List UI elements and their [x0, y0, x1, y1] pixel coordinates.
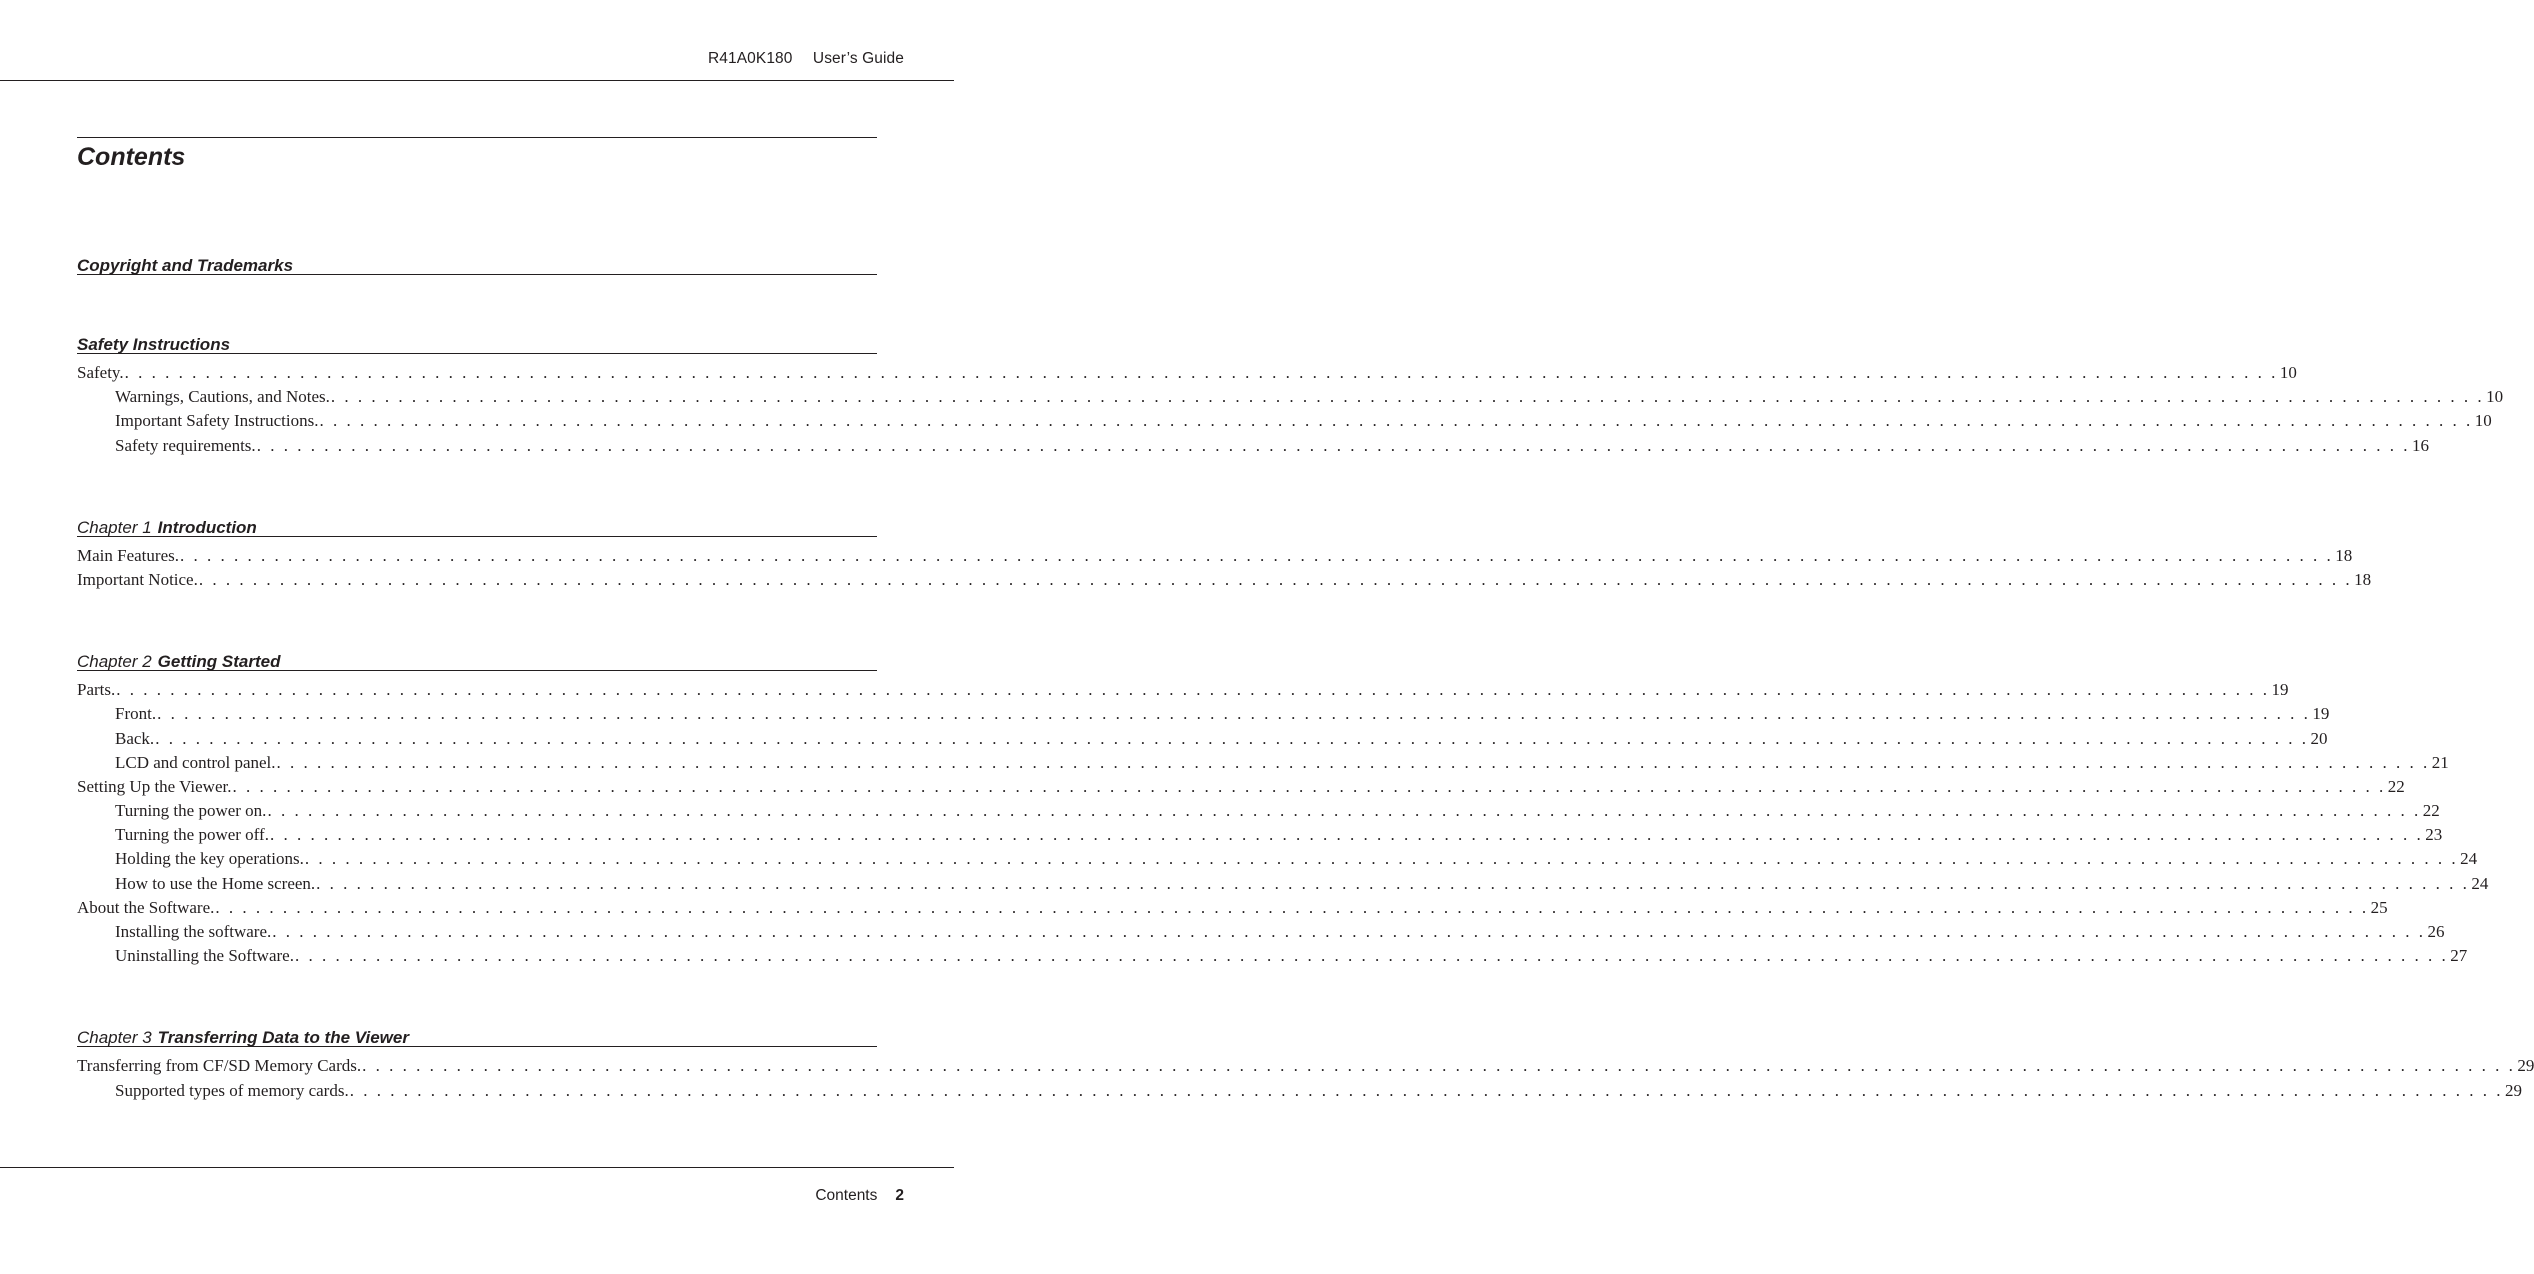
entry-page-number: 27 [2450, 946, 2468, 966]
entry-label: Uninstalling the Software. [115, 946, 294, 966]
entry-page-number: 25 [2370, 897, 2388, 917]
toc-entry[interactable] [77, 678, 2289, 702]
table-of-contents [77, 249, 2534, 1103]
entry-page-number: 16 [2411, 435, 2429, 455]
dot-leader: . . . . . . . . . . . . . . . . . . . . . . . . . . . . . . . . . . . . . . . . . . . . . . . . . . . . . . . . . . . . . . . . . . . . . . . . . . . . . . . . . . . . . . . . . . . . . . . . . . . . . . . . . . . . . . . . . . . . . . . . . . . . . . . . . . . . . . . . . . . . . . . . . . . . . . . . . . . . . . . . [362, 1056, 2516, 1076]
entry-label: Parts. [77, 680, 116, 700]
entry-label: About the Software. [77, 897, 215, 917]
chapter-number: Chapter 2 [77, 652, 152, 672]
entry-label: Safety requirements. [115, 435, 256, 455]
dot-leader: . . . . . . . . . . . . . . . . . . . . . . . . . . . . . . . . . . . . . . . . . . . . . . . . . . . . . . . . . . . . . . . . . . . . . . . . . . . . . . . . . . . . . . . . . . . . . . . . . . . . . . . . . . . . . . . . . . . . . . . . . . . . . . . . . . . . . . . . . . . . . . . . . . . . . . . . . . . . . . . . [116, 680, 2270, 700]
section-title: Copyright and Trademarks [77, 256, 294, 275]
dot-leader: . . . . . . . . . . . . . . . . . . . . . . . . . . . . . . . . . . . . . . . . . . . . . . . . . . . . . . . . . . . . . . . . . . . . . . . . . . . . . . . . . . . . . . . . . . . . . . . . . . . . . . . . . . . . . . . . . . . . . . . . . . . . . . . . . . . . . . . . . . . . . . . . . . . . . . . . . . . . . . . . [124, 363, 2278, 382]
dot-leader: . . . . . . . . . . . . . . . . . . . . . . . . . . . . . . . . . . . . . . . . . . . . . . . . . . . . . . . . . . . . . . . . . . . . . . . . . . . . . . . . . . . . . . . . . . . . . . . . . . . . . . . . . . . . . . . . . . . . . . . . . . . . . . . . . . . . . . . . . . . . . . . . . . . . . . . . . . . . . . . . [157, 704, 2311, 724]
dot-leader: . . . . . . . . . . . . . . . . . . . . . . . . . . . . . . . . . . . . . . . . . . . . . . . . . . . . . . . . . . . . . . . . . . . . . . . . . . . . . . . . . . . . . . . . . . . . . . . . . . . . . . . . . . . . . . . . . . . . . . . . . . . . . . . . . . . . . . . . . . . . . . . . . . . . . . . . . . . . . . . . [272, 922, 2426, 941]
toc-entry[interactable] [77, 1079, 2522, 1103]
entry-label: Front. [115, 704, 157, 724]
entry-label: Warnings, Cautions, and Notes. [115, 387, 330, 407]
dot-leader: . . . . . . . . . . . . . . . . . . . . . . . . . . . . . . . . . . . . . . . . . . . . . . . . . . . . . . . . . . . . . . . . . . . . . . . . . . . . . . . . . . . . . . . . . . . . . . . . . . . . . . . . . . . . . . . . . . . . . . . . . . . . . . . . . . . . . . . . . . . . . . . . . . . . . . . . . . . . . . . . [198, 569, 2353, 589]
toc-section [77, 249, 877, 275]
toc-entry[interactable] [77, 751, 2449, 775]
entry-page-number: 10 [2279, 363, 2297, 382]
toc-entry[interactable] [77, 702, 2330, 726]
guide-title: User’s Guide [812, 50, 904, 67]
entry-page-number: 22 [2387, 776, 2405, 796]
toc-entry[interactable] [77, 896, 2388, 920]
entry-list [77, 678, 2489, 968]
entry-label: How to use the Home screen. [115, 873, 316, 893]
toc-entry[interactable] [77, 799, 2440, 823]
dot-leader: . . . . . . . . . . . . . . . . . . . . . . . . . . . . . . . . . . . . . . . . . . . . . . . . . . . . . . . . . . . . . . . . . . . . . . . . . . . . . . . . . . . . . . . . . . . . . . . . . . . . . . . . . . . . . . . . . . . . . . . . . . . . . . . . . . . . . . . . . . . . . . . . . . . . . . . . . . . . . . . . [179, 545, 2334, 565]
footer-divider [0, 1167, 954, 1168]
section-title: Getting Started [157, 652, 281, 672]
entry-list [77, 544, 2372, 592]
entry-page-number: 26 [2427, 922, 2445, 941]
toc-section [77, 1021, 2534, 1102]
entry-list [77, 361, 2504, 458]
dot-leader: . . . . . . . . . . . . . . . . . . . . . . . . . . . . . . . . . . . . . . . . . . . . . . . . . . . . . . . . . . . . . . . . . . . . . . . . . . . . . . . . . . . . . . . . . . . . . . . . . . . . . . . . . . . . . . . . . . . . . . . . . . . . . . . . . . . . . . . . . . . . . . . . . . . . . . . . . . . . . . . . [269, 825, 2424, 845]
entry-label: Important Safety Instructions. [115, 411, 319, 431]
page-number: 2 [895, 1187, 904, 1204]
toc-entry[interactable] [77, 1054, 2534, 1078]
toc-entry[interactable] [77, 361, 2297, 385]
section-heading[interactable] [77, 645, 877, 671]
entry-page-number: 22 [2422, 801, 2440, 821]
entry-label: Safety. [77, 363, 124, 382]
entry-page-number: 19 [2271, 680, 2289, 700]
toc-entry[interactable] [77, 872, 2489, 896]
title-divider [77, 137, 877, 138]
contents-page [77, 137, 2534, 1103]
section-title: Safety Instructions [77, 335, 231, 354]
chapter-number: Chapter 1 [77, 517, 152, 537]
section-heading[interactable] [77, 249, 877, 275]
entry-page-number: 19 [2312, 704, 2330, 724]
entry-label: Turning the power on. [115, 801, 267, 821]
toc-entry[interactable] [77, 920, 2445, 944]
entry-page-number: 20 [2310, 728, 2328, 748]
dot-leader: . . . . . . . . . . . . . . . . . . . . . . . . . . . . . . . . . . . . . . . . . . . . . . . . . . . . . . . . . . . . . . . . . . . . . . . . . . . . . . . . . . . . . . . . . . . . . . . . . . . . . . . . . . . . . . . . . . . . . . . . . . . . . . . . . . . . . . . . . . . . . . . . . . . . . . . . . . . . . . . . [294, 946, 2449, 966]
section-heading[interactable] [77, 511, 877, 537]
toc-entry[interactable] [77, 823, 2443, 847]
dot-leader: . . . . . . . . . . . . . . . . . . . . . . . . . . . . . . . . . . . . . . . . . . . . . . . . . . . . . . . . . . . . . . . . . . . . . . . . . . . . . . . . . . . . . . . . . . . . . . . . . . . . . . . . . . . . . . . . . . . . . . . . . . . . . . . . . . . . . . . . . . . . . . . . . . . . . . . . . . . . . . . . [155, 728, 2309, 748]
dot-leader: . . . . . . . . . . . . . . . . . . . . . . . . . . . . . . . . . . . . . . . . . . . . . . . . . . . . . . . . . . . . . . . . . . . . . . . . . . . . . . . . . . . . . . . . . . . . . . . . . . . . . . . . . . . . . . . . . . . . . . . . . . . . . . . . . . . . . . . . . . . . . . . . . . . . . . . . . . . . . . . . [267, 801, 2421, 821]
dot-leader: . . . . . . . . . . . . . . . . . . . . . . . . . . . . . . . . . . . . . . . . . . . . . . . . . . . . . . . . . . . . . . . . . . . . . . . . . . . . . . . . . . . . . . . . . . . . . . . . . . . . . . . . . . . . . . . . . . . . . . . . . . . . . . . . . . . . . . . . . . . . . . . . . . . . . . . . . . . . . . . . [330, 387, 2485, 407]
dot-leader: . . . . . . . . . . . . . . . . . . . . . . . . . . . . . . . . . . . . . . . . . . . . . . . . . . . . . . . . . . . . . . . . . . . . . . . . . . . . . . . . . . . . . . . . . . . . . . . . . . . . . . . . . . . . . . . . . . . . . . . . . . . . . . . . . . . . . . . . . . . . . . . . . . . . . . . . . . . . . . . . [349, 1080, 2503, 1100]
dot-leader: . . . . . . . . . . . . . . . . . . . . . . . . . . . . . . . . . . . . . . . . . . . . . . . . . . . . . . . . . . . . . . . . . . . . . . . . . . . . . . . . . . . . . . . . . . . . . . . . . . . . . . . . . . . . . . . . . . . . . . . . . . . . . . . . . . . . . . . . . . . . . . . . . . . . . . . . . . . . . . . . [276, 752, 2430, 772]
entry-label: Turning the power off. [115, 825, 269, 845]
entry-label: Main Features. [77, 545, 179, 565]
entry-label: Holding the key operations. [115, 849, 304, 869]
footer-section-name: Contents [815, 1187, 878, 1204]
section-title: Transferring Data to the Viewer [157, 1028, 409, 1048]
entry-page-number: 24 [2460, 849, 2478, 869]
toc-entry[interactable] [77, 434, 2429, 458]
entry-list [77, 1054, 2534, 1102]
entry-page-number: 10 [2474, 411, 2492, 431]
entry-page-number: 24 [2471, 873, 2489, 893]
document-code: R41A0K180 [707, 50, 793, 67]
toc-entry[interactable] [77, 544, 2353, 568]
dot-leader: . . . . . . . . . . . . . . . . . . . . . . . . . . . . . . . . . . . . . . . . . . . . . . . . . . . . . . . . . . . . . . . . . . . . . . . . . . . . . . . . . . . . . . . . . . . . . . . . . . . . . . . . . . . . . . . . . . . . . . . . . . . . . . . . . . . . . . . . . . . . . . . . . . . . . . . . . . . . . . . . [232, 776, 2386, 796]
toc-entry[interactable] [77, 385, 2504, 409]
entry-page-number: 29 [2517, 1056, 2534, 1076]
dot-leader: . . . . . . . . . . . . . . . . . . . . . . . . . . . . . . . . . . . . . . . . . . . . . . . . . . . . . . . . . . . . . . . . . . . . . . . . . . . . . . . . . . . . . . . . . . . . . . . . . . . . . . . . . . . . . . . . . . . . . . . . . . . . . . . . . . . . . . . . . . . . . . . . . . . . . . . . . . . . . . . . [304, 849, 2459, 869]
dot-leader: . . . . . . . . . . . . . . . . . . . . . . . . . . . . . . . . . . . . . . . . . . . . . . . . . . . . . . . . . . . . . . . . . . . . . . . . . . . . . . . . . . . . . . . . . . . . . . . . . . . . . . . . . . . . . . . . . . . . . . . . . . . . . . . . . . . . . . . . . . . . . . . . . . . . . . . . . . . . . . . . [215, 897, 2369, 917]
toc-entry[interactable] [77, 568, 2372, 592]
dot-leader: . . . . . . . . . . . . . . . . . . . . . . . . . . . . . . . . . . . . . . . . . . . . . . . . . . . . . . . . . . . . . . . . . . . . . . . . . . . . . . . . . . . . . . . . . . . . . . . . . . . . . . . . . . . . . . . . . . . . . . . . . . . . . . . . . . . . . . . . . . . . . . . . . . . . . . . . . . . . . . . . [319, 411, 2473, 431]
entry-label: LCD and control panel. [115, 752, 276, 772]
toc-entry[interactable] [77, 775, 2405, 799]
page-title: Contents [77, 143, 186, 171]
toc-section [77, 511, 2372, 592]
header-divider [0, 80, 954, 81]
toc-section [77, 645, 2489, 968]
entry-label: Important Notice. [77, 569, 198, 589]
entry-label: Supported types of memory cards. [115, 1080, 349, 1100]
running-header [708, 50, 904, 68]
toc-entry[interactable] [77, 944, 2468, 968]
section-heading[interactable] [77, 328, 877, 354]
section-title: Introduction [157, 517, 257, 537]
dot-leader: . . . . . . . . . . . . . . . . . . . . . . . . . . . . . . . . . . . . . . . . . . . . . . . . . . . . . . . . . . . . . . . . . . . . . . . . . . . . . . . . . . . . . . . . . . . . . . . . . . . . . . . . . . . . . . . . . . . . . . . . . . . . . . . . . . . . . . . . . . . . . . . . . . . . . . . . . . . . . . . . [316, 873, 2470, 893]
running-footer [815, 1187, 904, 1205]
entry-label: Back. [115, 728, 155, 748]
toc-entry[interactable] [77, 727, 2328, 751]
dot-leader: . . . . . . . . . . . . . . . . . . . . . . . . . . . . . . . . . . . . . . . . . . . . . . . . . . . . . . . . . . . . . . . . . . . . . . . . . . . . . . . . . . . . . . . . . . . . . . . . . . . . . . . . . . . . . . . . . . . . . . . . . . . . . . . . . . . . . . . . . . . . . . . . . . . . . . . . . . . . . . . . [256, 435, 2410, 455]
entry-page-number: 18 [2354, 569, 2372, 589]
toc-entry[interactable] [77, 409, 2492, 433]
toc-section [77, 328, 2504, 458]
toc-entry[interactable] [77, 847, 2478, 871]
entry-page-number: 23 [2425, 825, 2443, 845]
section-heading[interactable] [77, 1021, 877, 1047]
entry-page-number: 29 [2504, 1080, 2522, 1100]
entry-label: Transferring from CF/SD Memory Cards. [77, 1056, 362, 1076]
entry-page-number: 21 [2431, 752, 2449, 772]
entry-page-number: 10 [2486, 387, 2504, 407]
entry-label: Installing the software. [115, 922, 272, 941]
entry-page-number: 18 [2335, 545, 2353, 565]
entry-label: Setting Up the Viewer. [77, 776, 232, 796]
chapter-number: Chapter 3 [77, 1028, 152, 1048]
